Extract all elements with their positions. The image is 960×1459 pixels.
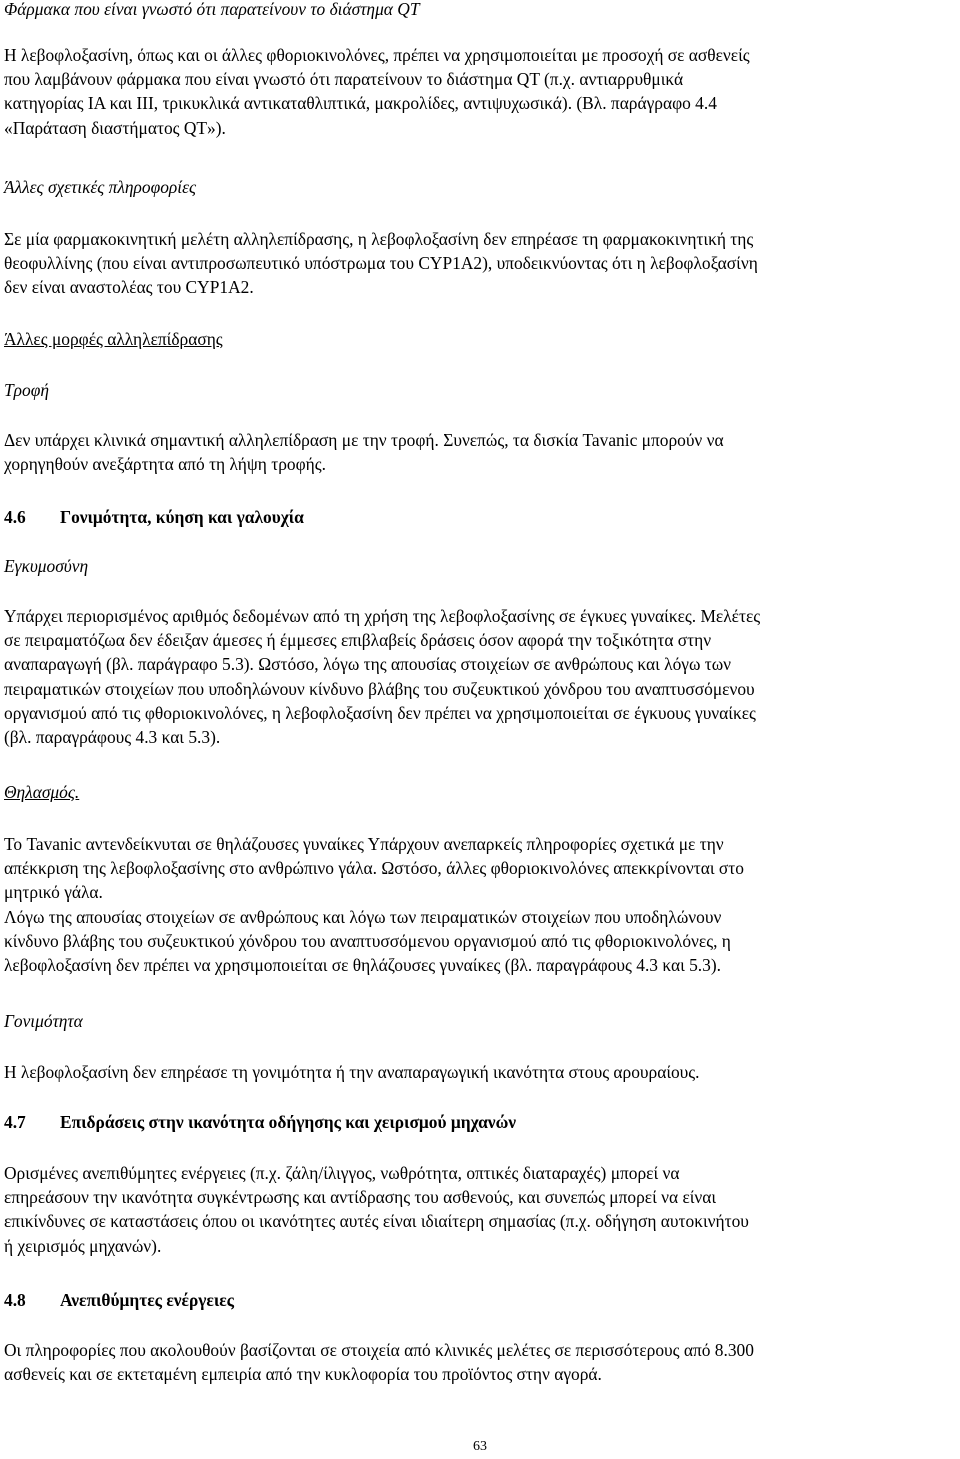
paragraph-line: αναπαραγωγή (βλ. παράγραφο 5.3). Ωστόσο, λόγω της απουσίας στοιχείων σε ανθρώπους και λόγω των <box>4 654 732 675</box>
paragraph-other-info <box>4 227 958 300</box>
paragraph-line: λεβοφλοξασίνη δεν πρέπει να χρησιμοποιείται σε θηλάζουσες γυναίκες (βλ. παραγράφους 4.3 και 5.3). <box>4 955 721 976</box>
section-title: Επιδράσεις στην ικανότητα οδήγησης και χειρισμού μηχανών <box>60 1112 517 1132</box>
paragraph-line: Οι πληροφορίες που ακολουθούν βασίζονται σε στοιχεία από κλινικές μελέτες σε περισσότερους από 8.300 <box>4 1340 754 1360</box>
paragraph-line: Η λεβοφλοξασίνη, όπως και οι άλλες φθοριοκινολόνες, πρέπει να χρησιμοποιείται με προσοχή σε ασθενείς <box>4 45 750 65</box>
page-number: 63 <box>473 1439 487 1454</box>
paragraph-line: ασθενείς και σε εκτεταμένη εμπειρία από την κυκλοφορία του προϊόντος στην αγορά. <box>4 1364 602 1385</box>
section-number: 4.6 <box>4 507 26 527</box>
section-heading-other-forms <box>4 327 958 351</box>
section-heading-pregnancy <box>4 554 958 578</box>
paragraph-line: μητρικό γάλα. <box>4 882 103 903</box>
paragraph-line: που λαμβάνουν φάρμακα που είναι γνωστό ότι παρατείνουν το διάστημα QT (π.χ. αντιαρρυθμικά <box>4 69 684 90</box>
paragraph-qt-drugs <box>4 43 958 140</box>
paragraph-4-7 <box>4 1161 958 1258</box>
heading-text: Εγκυμοσύνη <box>4 556 89 576</box>
paragraph-line: οργανισμού από τις φθοριοκινολόνες, η λεβοφλοξασίνη δεν πρέπει να χρησιμοποιείται σε έγκυους γυναίκες <box>4 702 756 723</box>
heading-text: Άλλες σχετικές πληροφορίες <box>4 177 197 197</box>
section-title: Γονιμότητα, κύηση και γαλουχία <box>60 507 304 527</box>
paragraph-line: χορηγηθούν ανεξάρτητα από τη λήψη τροφής. <box>4 454 326 475</box>
paragraph-line: Το Tavanic αντενδείκνυται σε θηλάζουσες γυναίκες Υπάρχουν ανεπαρκείς πληροφορίες σχετικά με την <box>4 834 724 854</box>
paragraph-line: απέκκριση της λεβοφλοξασίνης στο ανθρώπινο γάλα. Ωστόσο, άλλες φθοριοκινολόνες απεκκρίνονται στο <box>4 858 744 879</box>
paragraph-line: θεοφυλλίνης (που είναι αντιπροσωπευτικό υπόστρωμα του CYP1A2), υποδεικνύοντας ότι η λεβοφλοξασίνη <box>4 253 758 274</box>
paragraph-line: Δεν υπάρχει κλινικά σημαντική αλληλεπίδραση με την τροφή. Συνεπώς, τα δισκία Tavanic μπορούν να <box>4 430 724 450</box>
paragraph-line: επηρεάσουν την ικανότητα συγκέντρωσης και αντίδρασης του ασθενούς, και συνεπώς μπορεί να είναι <box>4 1187 717 1208</box>
paragraph-line: Λόγω της απουσίας στοιχείων σε ανθρώπους και λόγω των πειραματικών στοιχείων που υποδηλώνουν <box>4 906 722 927</box>
section-number: 4.7 <box>4 1112 26 1132</box>
section-heading-4-7 <box>4 1110 958 1134</box>
paragraph-line: Ορισμένες ανεπιθύμητες ενέργειες (π.χ. ζάλη/ίλιγγος, νωθρότητα, οπτικές διαταραχές) μπορεί να <box>4 1163 680 1183</box>
paragraph-food <box>4 428 958 476</box>
section-heading-qt-drugs <box>4 0 958 21</box>
paragraph-line: κίνδυνο βλάβης του συζευκτικού χόνδρου του αναπτυσσόμενου οργανισμού από τις φθοριοκινολόνες, η <box>4 930 731 951</box>
paragraph-lactation <box>4 832 958 977</box>
section-number: 4.8 <box>4 1290 26 1310</box>
paragraph-line: Υπάρχει περιορισμένος αριθμός δεδομένων από τη χρήση της λεβοφλοξασίνης σε έγκυες γυναίκες. Μελέτες <box>4 606 761 626</box>
paragraph-line: ή χειρισμός μηχανών). <box>4 1235 162 1256</box>
paragraph-line: «Παράταση διαστήματος QT»). <box>4 117 226 138</box>
section-heading-4-6 <box>4 505 958 529</box>
heading-text: Φάρμακα που είναι γνωστό ότι παρατείνουν το διάστημα QT <box>4 0 420 19</box>
paragraph-line: (βλ. παραγράφους 4.3 και 5.3). <box>4 727 221 748</box>
paragraph-line: κατηγορίας IA και III, τρικυκλικά αντικαταθλιπτικά, μακρολίδες, αντιψυχωσικά). (Βλ. παράγραφο 4.4 <box>4 93 717 114</box>
section-title: Ανεπιθύμητες ενέργειες <box>60 1290 235 1310</box>
section-heading-4-8 <box>4 1288 958 1312</box>
paragraph-line: επικίνδυνες σε καταστάσεις όπου οι ικανότητες αυτές είναι ιδιαίτερη σημασίας (π.χ. οδήγηση αυτοκινήτου <box>4 1211 749 1232</box>
paragraph-pregnancy <box>4 604 958 749</box>
paragraph-4-8 <box>4 1338 958 1386</box>
heading-text: Θηλασμός. <box>4 782 80 802</box>
paragraph-line: Η λεβοφλοξασίνη δεν επηρέασε τη γονιμότητα ή την αναπαραγωγική ικανότητα στους αρουραίους. <box>4 1062 700 1082</box>
paragraph-line: πειραματικών στοιχείων που υποδηλώνουν κίνδυνο βλάβης του συζευκτικού χόνδρου του αναπτυσσόμενου <box>4 678 755 699</box>
paragraph-fertility <box>4 1060 958 1084</box>
paragraph-line: δεν είναι αναστολέας του CYP1A2. <box>4 277 254 298</box>
paragraph-line: σε πειραματόζωα δεν έδειξαν άμεσες ή έμμεσες επιβλαβείς δράσεις όσον αφορά την τοξικότητα στην <box>4 630 712 651</box>
section-heading-other-info <box>4 175 958 199</box>
heading-text: Άλλες μορφές αλληλεπίδρασης <box>4 329 223 349</box>
section-heading-fertility <box>4 1009 958 1033</box>
section-heading-lactation <box>4 780 958 804</box>
heading-text: Τροφή <box>4 380 49 400</box>
section-heading-food <box>4 378 958 402</box>
paragraph-line: Σε μία φαρμακοκινητική μελέτη αλληλεπίδρασης, η λεβοφλοξασίνη δεν επηρέασε τη φαρμακοκινητική της <box>4 229 754 249</box>
heading-text: Γονιμότητα <box>4 1011 83 1031</box>
